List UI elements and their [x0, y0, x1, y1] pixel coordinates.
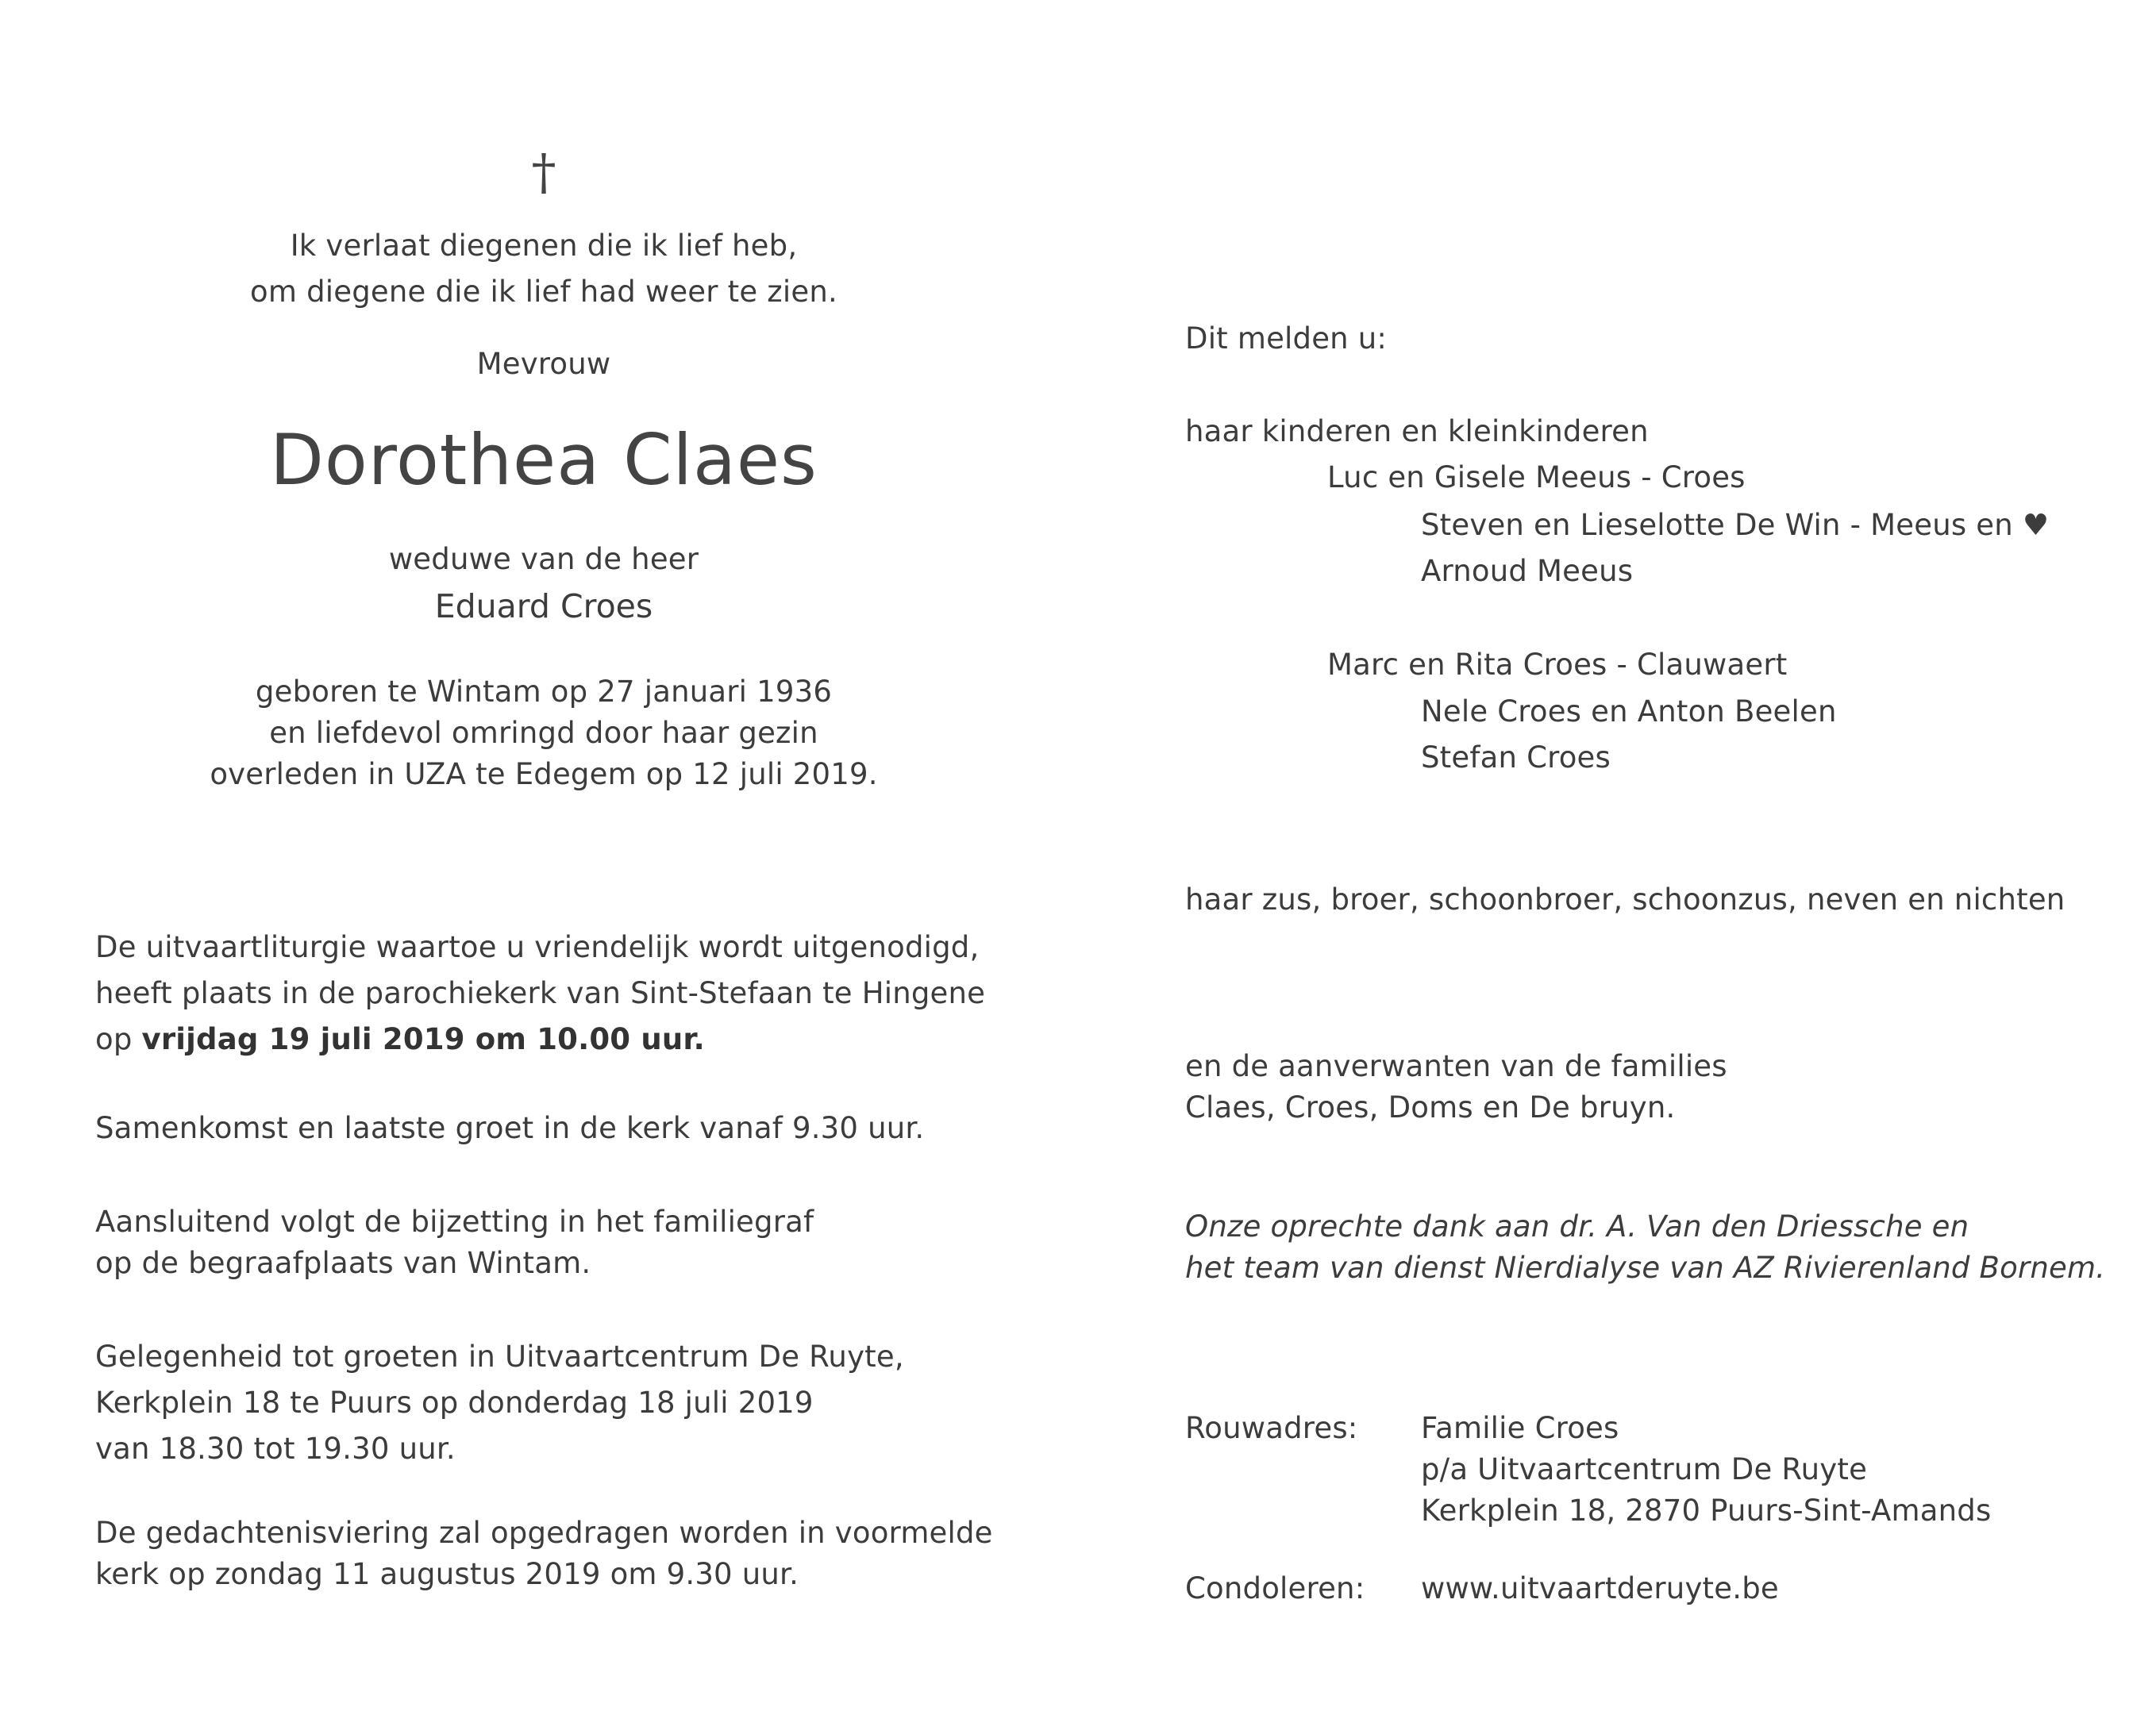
visitation-paragraph	[95, 1340, 904, 1478]
burial-paragraph	[95, 1205, 814, 1287]
life-details	[0, 675, 1088, 798]
motto	[0, 229, 1088, 321]
address-line-1: Familie Croes	[1421, 1411, 1619, 1445]
motto-line-1: Ik verlaat diegenen die ik lief heb,	[290, 229, 798, 263]
memorial-paragraph	[95, 1516, 993, 1598]
visitation-line-3: van 18.30 tot 19.30 uur.	[95, 1432, 456, 1466]
grandchild-line: Steven en Lieselotte De Win - Meeus en ♥	[1421, 508, 2050, 542]
deceased-name: Dorothea Claes	[270, 419, 818, 501]
burial-line-1: Aansluitend volgt de bijzetting in het familiegraf	[95, 1205, 814, 1239]
family-1-grandchildren	[1421, 508, 2049, 600]
thanks-line-1: Onze oprechte dank aan dr. A. Van den Driessche en	[1185, 1209, 1969, 1244]
announce-text: Dit melden u:	[1185, 321, 1388, 356]
liturgy-line-1: De uitvaartliturgie waartoe u vriendelijk wordt uitgenodigd,	[95, 930, 980, 964]
thanks-paragraph	[1185, 1209, 2105, 1292]
burial-line-2: op de begraafplaats van Wintam.	[95, 1246, 591, 1280]
relatives-line-1: en de aanverwanten van de families	[1185, 1049, 1727, 1083]
cross-symbol: †	[531, 143, 556, 201]
family-2-parents: Marc en Rita Croes - Clauwaert	[1327, 648, 1788, 682]
death-line: overleden in UZA te Edegem op 12 juli 2019.	[210, 757, 878, 791]
liturgy-line-3	[95, 1022, 985, 1068]
mourning-address	[1421, 1411, 1991, 1535]
address-label: Rouwadres:	[1185, 1411, 1358, 1445]
liturgy-line-2: heeft plaats in de parochiekerk van Sint-Stefaan te Hingene	[95, 976, 986, 1010]
liturgy-prefix: op	[95, 1022, 142, 1056]
visitation-line-2: Kerkplein 18 te Puurs op donderdag 18 juli 2019	[95, 1386, 814, 1420]
siblings-text: haar zus, broer, schoonbroer, schoonzus, neven en nichten	[1185, 882, 2066, 917]
relatives-line-2: Claes, Croes, Doms en De bruyn.	[1185, 1090, 1676, 1125]
widow-of: weduwe van de heer	[388, 542, 699, 576]
family-1-parents: Luc en Gisele Meeus - Croes	[1327, 460, 1746, 494]
visitation-line-1: Gelegenheid tot groeten in Uitvaartcentrum De Ruyte,	[95, 1340, 904, 1374]
condolence-link[interactable]: www.uitvaartderuyte.be	[1421, 1571, 1779, 1605]
title-mevrouw: Mevrouw	[476, 347, 611, 381]
gathering-text: Samenkomst en laatste groet in de kerk vanaf 9.30 uur.	[95, 1111, 925, 1145]
thanks-line-2: het team van dienst Nierdialyse van AZ Rivierenland Bornem.	[1185, 1251, 2106, 1285]
birth-line: geboren te Wintam op 27 januari 1936	[255, 675, 833, 709]
children-heading: haar kinderen en kleinkinderen	[1185, 414, 1649, 448]
motto-line-2: om diegene die ik lief had weer te zien.	[250, 275, 837, 309]
address-line-2: p/a Uitvaartcentrum De Ruyte	[1421, 1452, 1868, 1486]
address-line-3: Kerkplein 18, 2870 Puurs-Sint-Amands	[1421, 1494, 1992, 1528]
relatives-paragraph	[1185, 1049, 1727, 1132]
grandchild-line: Nele Croes en Anton Beelen	[1421, 694, 1837, 729]
memorial-line-1: De gedachtenisviering zal opgedragen worden in voormelde	[95, 1516, 993, 1550]
family-line: en liefdevol omringd door haar gezin	[269, 716, 818, 750]
grandchild-line: Stefan Croes	[1421, 740, 1611, 775]
memorial-line-2: kerk op zondag 11 augustus 2019 om 9.30 uur.	[95, 1557, 799, 1591]
grandchild-line: Arnoud Meeus	[1421, 554, 1634, 588]
family-2-grandchildren	[1421, 694, 1837, 786]
spouse-name: Eduard Croes	[434, 587, 653, 625]
liturgy-paragraph	[95, 930, 985, 1068]
condolence-label: Condoleren:	[1185, 1571, 1365, 1605]
liturgy-date: vrijdag 19 juli 2019 om 10.00 uur.	[141, 1022, 705, 1056]
